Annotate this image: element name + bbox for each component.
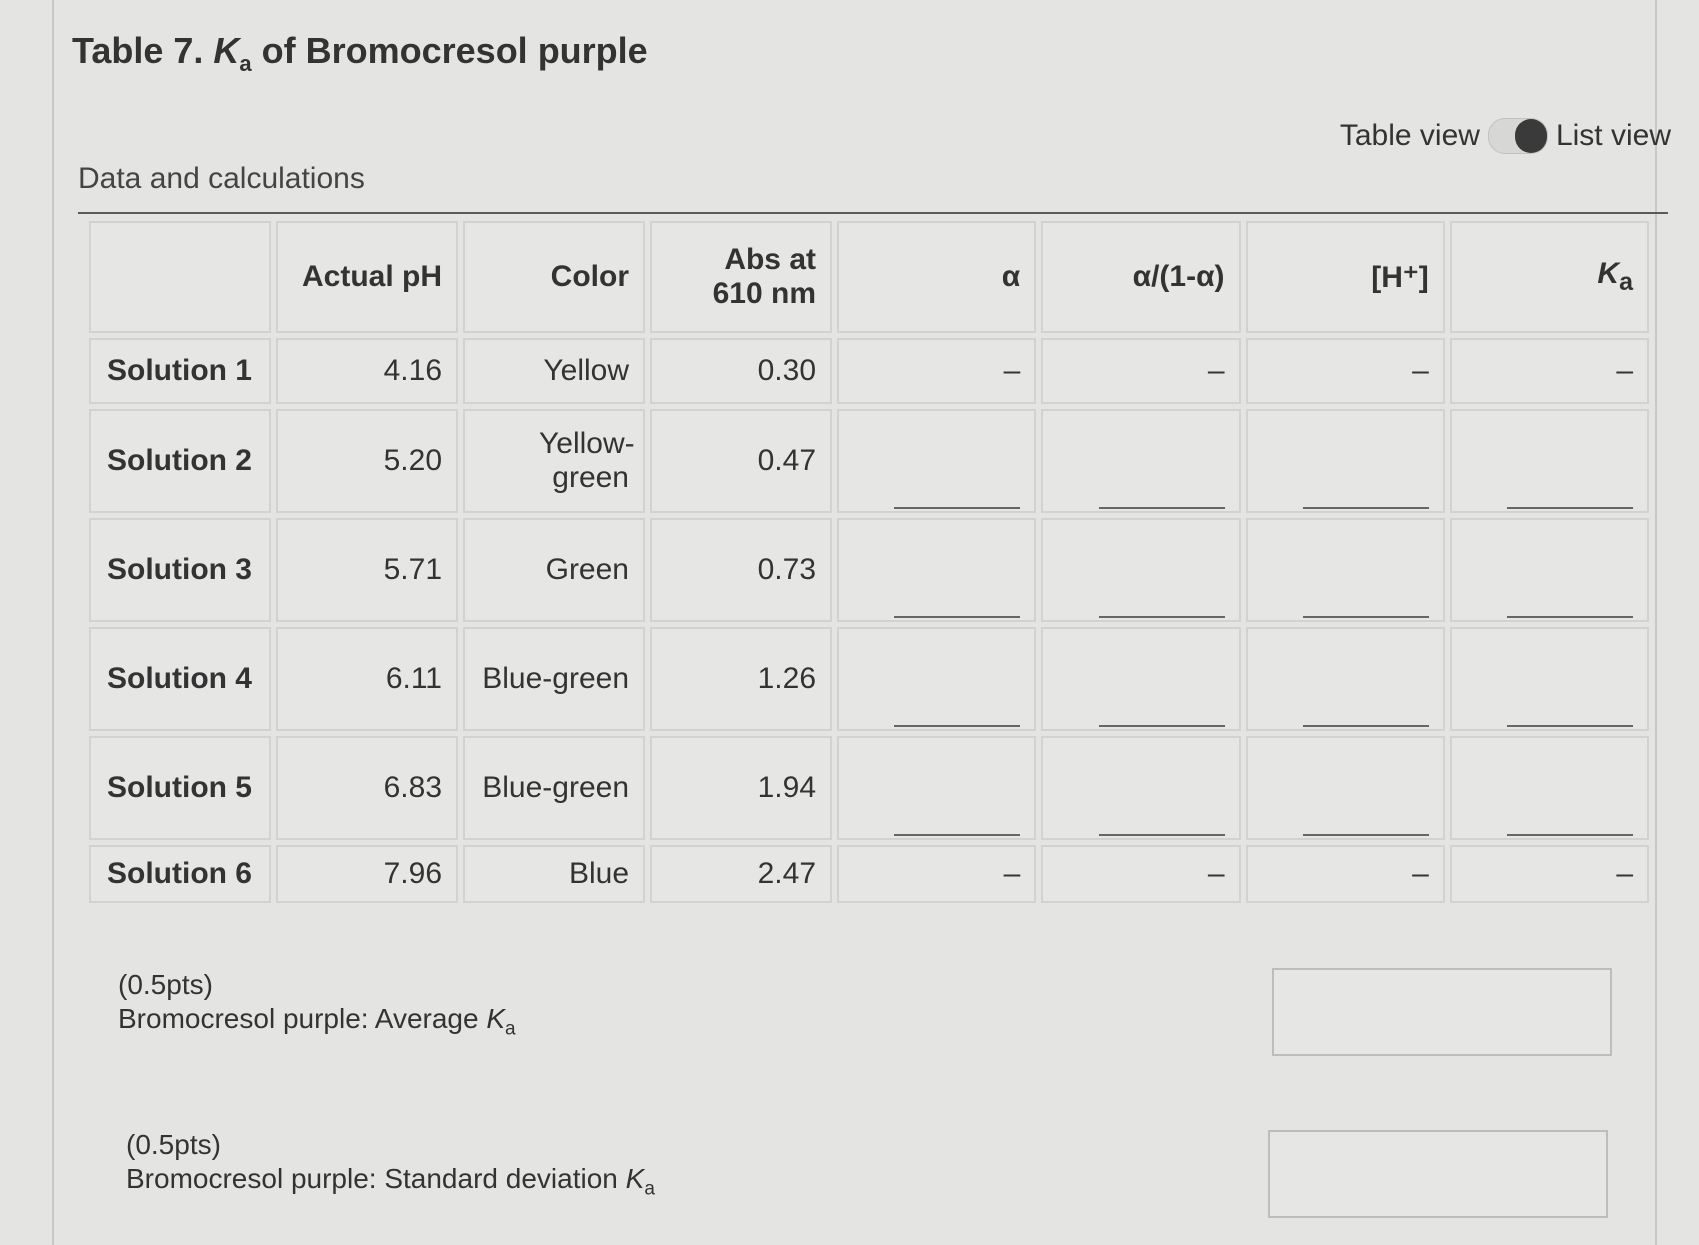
cell-abs: 1.94 <box>650 736 832 840</box>
table-row-solution-3 <box>89 518 1649 622</box>
cell-color: Blue-green <box>463 736 645 840</box>
page-title: Table 7. $K_a$ of Bromocresol purple <box>72 30 648 77</box>
input-alpha-ratio[interactable] <box>1041 518 1240 622</box>
header-color: Color <box>463 221 645 333</box>
question-text: Bromocresol purple: Average $K_a$ <box>118 1003 516 1040</box>
input-alpha[interactable] <box>837 518 1036 622</box>
input-h[interactable] <box>1246 736 1445 840</box>
cell-ph: 4.16 <box>276 338 458 404</box>
row-label: Solution 3 <box>89 518 271 622</box>
input-alpha[interactable] <box>837 409 1036 513</box>
cell-ph: 5.20 <box>276 409 458 513</box>
input-ka[interactable] <box>1450 736 1649 840</box>
right-border <box>1655 0 1657 1245</box>
cell-h: – <box>1246 845 1445 903</box>
header-ka: $K_a$ <box>1450 221 1649 333</box>
cell-abs: 0.73 <box>650 518 832 622</box>
cell-color: Blue-green <box>463 627 645 731</box>
view-toggle-switch[interactable] <box>1488 118 1548 154</box>
header-abs: Abs at 610 nm <box>650 221 832 333</box>
header-alpha: α <box>837 221 1036 333</box>
toggle-knob <box>1515 119 1547 153</box>
section-heading: Data and calculations <box>78 162 365 195</box>
question-average-ka <box>118 968 516 1047</box>
cell-ka: – <box>1450 845 1649 903</box>
cell-abs: 0.30 <box>650 338 832 404</box>
input-h[interactable] <box>1246 409 1445 513</box>
corner-header <box>89 221 271 333</box>
table-row-solution-6 <box>89 845 1649 903</box>
cell-ph: 5.71 <box>276 518 458 622</box>
cell-alpha: – <box>837 845 1036 903</box>
table-row-solution-5 <box>89 736 1649 840</box>
cell-ph: 6.83 <box>276 736 458 840</box>
input-alpha[interactable] <box>837 627 1036 731</box>
cell-alpha-ratio: – <box>1041 845 1240 903</box>
header-actual-ph: Actual pH <box>276 221 458 333</box>
table-header-row <box>89 221 1649 333</box>
table-row-solution-2 <box>89 409 1649 513</box>
row-label: Solution 2 <box>89 409 271 513</box>
cell-ph: 7.96 <box>276 845 458 903</box>
data-table <box>84 216 1654 908</box>
input-alpha-ratio[interactable] <box>1041 627 1240 731</box>
cell-alpha-ratio: – <box>1041 338 1240 404</box>
section-divider <box>78 212 1668 214</box>
input-ka[interactable] <box>1450 627 1649 731</box>
cell-ka: – <box>1450 338 1649 404</box>
cell-color: Green <box>463 518 645 622</box>
table-row-solution-1 <box>89 338 1649 404</box>
question-text: Bromocresol purple: Standard deviation $K_a$ <box>126 1163 655 1200</box>
header-h-concentration: [H⁺] <box>1246 221 1445 333</box>
input-alpha[interactable] <box>837 736 1036 840</box>
cell-color: Blue <box>463 845 645 903</box>
points-label: (0.5pts) <box>126 1129 221 1160</box>
cell-ph: 6.11 <box>276 627 458 731</box>
view-toggle <box>1340 118 1671 154</box>
average-ka-input[interactable] <box>1272 968 1612 1056</box>
row-label: Solution 1 <box>89 338 271 404</box>
cell-color: Yellow <box>463 338 645 404</box>
cell-abs: 0.47 <box>650 409 832 513</box>
input-alpha-ratio[interactable] <box>1041 409 1240 513</box>
cell-h: – <box>1246 338 1445 404</box>
input-ka[interactable] <box>1450 518 1649 622</box>
table-view-label[interactable]: Table view <box>1339 119 1480 152</box>
row-label: Solution 4 <box>89 627 271 731</box>
question-std-dev-ka <box>126 1128 655 1207</box>
input-h[interactable] <box>1246 518 1445 622</box>
input-ka[interactable] <box>1450 409 1649 513</box>
cell-color: Yellow-green <box>463 409 645 513</box>
input-alpha-ratio[interactable] <box>1041 736 1240 840</box>
left-border <box>52 0 54 1245</box>
table-row-solution-4 <box>89 627 1649 731</box>
points-label: (0.5pts) <box>118 969 213 1000</box>
header-alpha-ratio: α/(1-α) <box>1041 221 1240 333</box>
row-label: Solution 6 <box>89 845 271 903</box>
input-h[interactable] <box>1246 627 1445 731</box>
cell-alpha: – <box>837 338 1036 404</box>
std-dev-ka-input[interactable] <box>1268 1130 1608 1218</box>
cell-abs: 2.47 <box>650 845 832 903</box>
row-label: Solution 5 <box>89 736 271 840</box>
list-view-label[interactable]: List view <box>1555 119 1671 152</box>
cell-abs: 1.26 <box>650 627 832 731</box>
